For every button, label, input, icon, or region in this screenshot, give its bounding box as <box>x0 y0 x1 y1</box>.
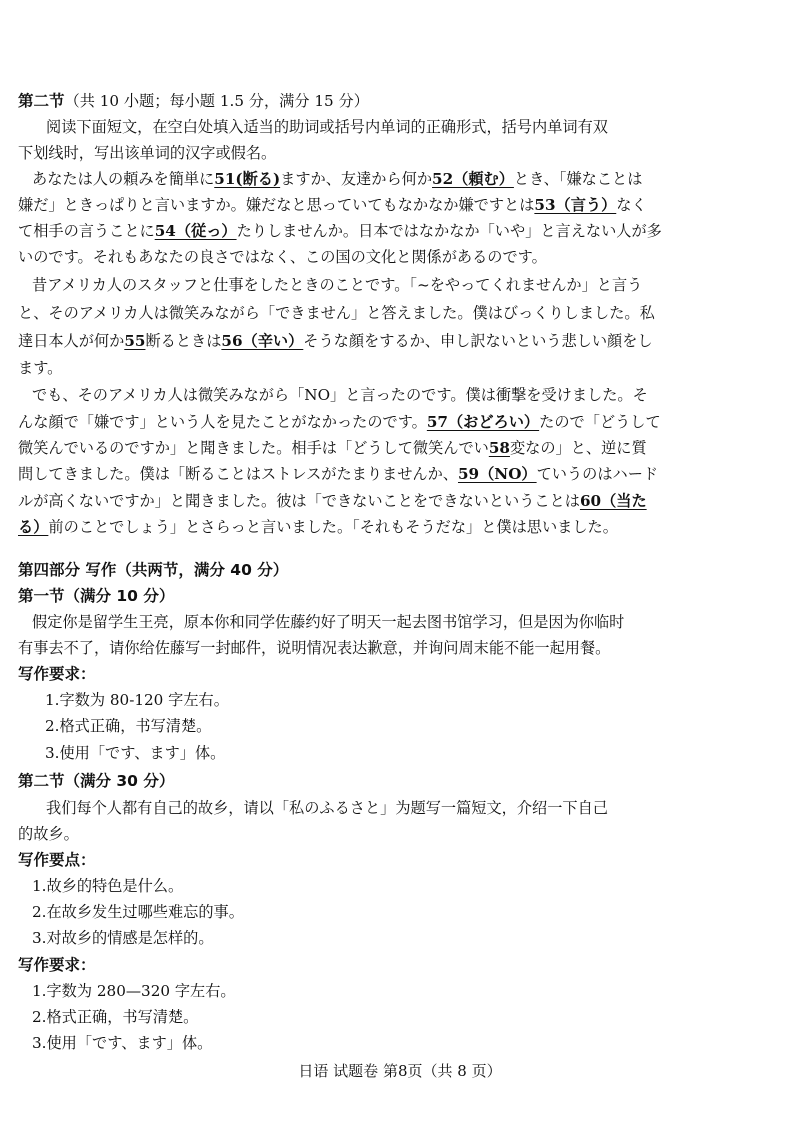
text-run: たりしませんか。日本ではなかなか「いや」と言えない人が多 <box>236 222 662 240</box>
requirement-item: 3.使用「です、ます」体。 <box>45 744 226 762</box>
passage-line <box>18 192 780 218</box>
text-run: 微笑んでいるのですか」と聞きました。相手は「どうして微笑んでい <box>18 439 489 457</box>
text-run: あなたは人の頼みを簡単に <box>32 170 215 188</box>
text-run: ていうのはハード <box>536 465 659 483</box>
text-run: 達日本人が何か <box>18 332 125 350</box>
passage-line: 昔アメリカ人のスタッフと仕事をしたときのことです。「~をやってくれませんか」と言う <box>32 276 643 294</box>
instruction-line: 阅读下面短文，在空白处填入适当的助词或括号内单词的正确形式，括号内单词有双 <box>46 118 608 136</box>
requirement-item: 1.字数为 280—320 字左右。 <box>32 982 236 1000</box>
text-run: んな顔で「嫌です」という人を見たことがなかったのです。 <box>18 413 427 431</box>
passage-line: いのです。それもあなたの良さではなく、この国の文化と関係があるのです。 <box>18 248 547 266</box>
points-heading: 写作要点： <box>18 851 96 869</box>
instruction-line: 下划线时，写出该单词的汉字或假名。 <box>18 144 277 162</box>
requirements-heading: 写作要求： <box>18 956 96 974</box>
requirements-heading: 写作要求： <box>18 665 96 683</box>
text-run: 変なの」と、逆に質 <box>509 439 647 457</box>
text-run: そうな顔をするか、申し訳ないという悲しい顔をし <box>303 332 653 350</box>
passage-line <box>18 435 780 461</box>
point-item: 1.故乡的特色是什么。 <box>32 877 184 895</box>
prompt-line: 我们每个人都有自己的故乡，请以「私のふるさと」为题写一篇短文，介绍一下自己 <box>46 799 608 817</box>
section-title: 第二节 <box>18 92 65 110</box>
section-score-note: （共 10 小题；每小题 1.5 分，满分 15 分） <box>64 92 369 110</box>
passage-line: と、そのアメリカ人は微笑みながら「できません」と答えました。僕はびっくりしました。私 <box>18 304 655 322</box>
blank-57: 57（おどろい） <box>426 413 540 431</box>
prompt-line: 的故乡。 <box>18 825 79 843</box>
part-heading: 第四部分 写作（共两节，满分 40 分） <box>18 561 289 579</box>
text-run: 断るときは <box>145 332 222 350</box>
section-heading <box>18 88 780 114</box>
text-run: なく <box>616 196 647 214</box>
text-run: 問してきました。僕は「断ることはストレスがたまりませんか、 <box>18 465 458 483</box>
point-item: 3.对故乡的情感是怎样的。 <box>32 929 214 947</box>
blank-51: 51(断る) <box>214 170 281 188</box>
passage-line <box>32 166 794 192</box>
passage-line <box>18 461 780 487</box>
passage-line: でも、そのアメリカ人は微笑みながら「NO」と言ったのです。僕は衝撃を受けました。そ <box>32 386 648 404</box>
text-run: ルが高くないですか」と聞きました。彼は「できないことをできないということは <box>18 492 580 510</box>
requirement-item: 3.使用「です、ます」体。 <box>32 1034 213 1052</box>
passage-line <box>18 409 780 435</box>
passage-line <box>18 488 780 514</box>
blank-53: 53（言う） <box>534 196 617 214</box>
text-run: 嫌だ」ときっぱりと言いますか。嫌だなと思っていてもなかなか嫌ですとは <box>18 196 535 214</box>
blank-52: 52（頼む） <box>432 170 514 188</box>
requirement-item: 1.字数为 80-120 字左右。 <box>45 691 229 709</box>
text-run: ますか、友達から何か <box>280 170 433 188</box>
blank-59: 59（NO） <box>457 465 537 483</box>
blank-60-continued: る） <box>18 518 49 536</box>
blank-56: 56（辛い） <box>221 332 304 350</box>
requirement-item: 2.格式正确，书写清楚。 <box>32 1008 199 1026</box>
text-run: て相手の言うことに <box>18 222 155 240</box>
passage-line <box>18 218 780 244</box>
text-run: 前のことでしょう」とさらっと言いました。「それもそうだな」と僕は思いました。 <box>48 518 618 536</box>
point-item: 2.在故乡发生过哪些难忘的事。 <box>32 903 244 921</box>
page-footer: 日语 试题卷 第8页（共 8 页） <box>298 1062 502 1080</box>
blank-58: 58 <box>488 439 510 457</box>
text-run: たので「どうして <box>539 413 661 431</box>
prompt-line: 假定你是留学生王亮，原本你和同学佐藤约好了明天一起去图书馆学习，但是因为你临时 <box>32 613 625 631</box>
blank-60: 60（当た <box>579 492 647 510</box>
requirement-item: 2.格式正确，书写清楚。 <box>45 717 212 735</box>
subsection-heading: 第二节（满分 30 分） <box>18 772 175 790</box>
blank-54: 54（従っ） <box>154 222 237 240</box>
passage-line <box>18 514 780 540</box>
passage-line <box>18 328 780 354</box>
text-run: とき、「嫌なことは <box>513 170 643 188</box>
prompt-line: 有事去不了，请你给佐藤写一封邮件，说明情况表达歉意，并询问周末能不能一起用餐。 <box>18 639 611 657</box>
blank-55: 55 <box>124 332 146 350</box>
passage-line: ます。 <box>18 359 63 377</box>
subsection-heading: 第一节（满分 10 分） <box>18 587 175 605</box>
